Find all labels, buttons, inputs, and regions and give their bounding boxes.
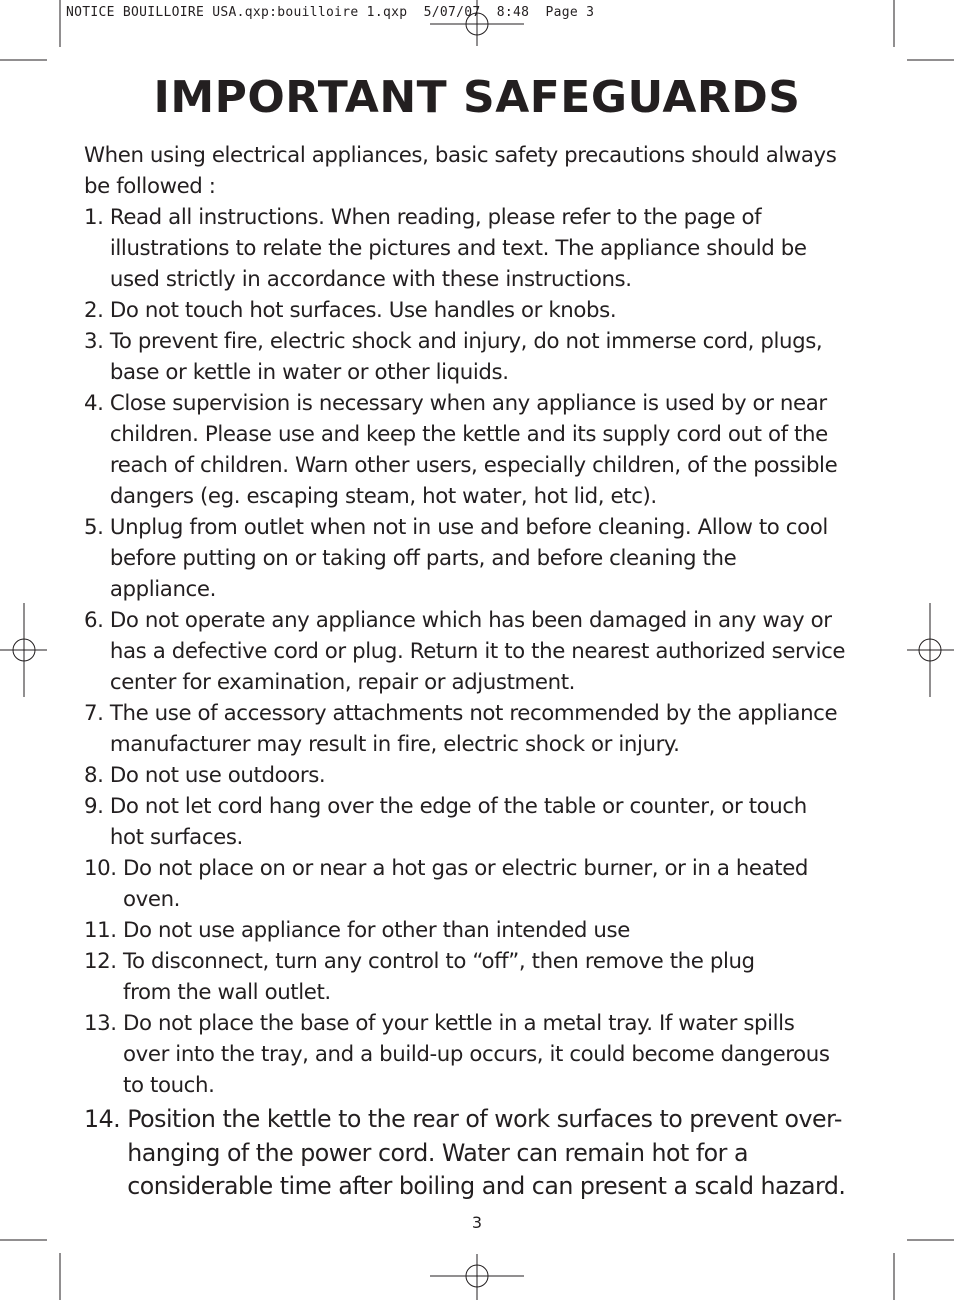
item-text: Close supervision is necessary when any appliance is used by or near children. Please use and keep the kettle and its supply cord out of the reach of children. Warn other users, especially children, of the possible dangers (eg. escaping steam, hot water, hot lid, etc). (109, 391, 838, 509)
list-item (84, 388, 884, 512)
list-item (84, 1103, 884, 1204)
item-text: Read all instructions. When reading, please refer to the page of illustrations to relate the pictures and text. The appliance should be used strictly in accordance with these instructions. (109, 205, 807, 292)
list-item (84, 202, 884, 295)
item-text: Do not use appliance for other than intended use (123, 918, 630, 943)
item-number: 9. (84, 794, 110, 819)
item-text: Unplug from outlet when not in use and before cleaning. Allow to cool before putting on or taking off parts, and before cleaning the appliance. (109, 515, 828, 602)
item-text: Do not use outdoors. (109, 763, 326, 788)
item-text: Position the kettle to the rear of work surfaces to prevent over- hanging of the power cord. Water can remain hot for a considerable time after boiling and can present a scald hazard. (127, 1105, 846, 1200)
list-item (84, 853, 884, 915)
item-number: 7. (84, 701, 110, 726)
item-text: To disconnect, turn any control to “off”, then remove the plug from the wall outlet. (123, 949, 755, 1005)
item-number: 3. (84, 329, 110, 354)
list-item (84, 915, 884, 946)
item-number: 5. (84, 515, 110, 540)
item-number: 12. (84, 949, 124, 974)
list-item (84, 295, 884, 326)
list-item (84, 1008, 884, 1101)
item-number: 13. (84, 1011, 124, 1036)
safeguards-list (84, 202, 884, 1204)
printer-slug-line: NOTICE BOUILLOIRE USA.qxp:bouilloire 1.qxp 5/07/07 8:48 Page 3 (66, 5, 595, 20)
item-number: 10. (84, 856, 124, 881)
item-number: 6. (84, 608, 110, 633)
item-number: 11. (84, 918, 124, 943)
list-item (84, 760, 884, 791)
item-text: The use of accessory attachments not recommended by the appliance manufacturer may result in fire, electric shock or injury. (109, 701, 838, 757)
item-number: 4. (84, 391, 110, 416)
list-item (84, 326, 884, 388)
page-title: IMPORTANT SAFEGUARDS (153, 72, 801, 123)
list-item (84, 512, 884, 605)
item-text: Do not let cord hang over the edge of the table or counter, or touch hot surfaces. (109, 794, 807, 850)
list-item (84, 605, 884, 698)
list-item (84, 791, 884, 853)
item-number: 2. (84, 298, 110, 323)
item-text: Do not touch hot surfaces. Use handles or knobs. (109, 298, 617, 323)
item-number: 8. (84, 763, 110, 788)
list-item (84, 698, 884, 760)
item-text: To prevent fire, electric shock and injury, do not immerse cord, plugs, base or kettle in water or other liquids. (109, 329, 823, 385)
page-number: 3 (471, 1213, 483, 1232)
item-text: Do not place the base of your kettle in a metal tray. If water spills over into the tray, and a build-up occurs, it could become dangerous to touch. (123, 1011, 830, 1098)
list-item (84, 946, 884, 1008)
item-number: 1. (84, 205, 110, 230)
item-text: Do not place on or near a hot gas or electric burner, or in a heated oven. (123, 856, 809, 912)
item-text: Do not operate any appliance which has been damaged in any way or has a defective cord or plug. Return it to the nearest authorized service center for examination, repair or adjustment. (109, 608, 846, 695)
intro-paragraph: When using electrical appliances, basic safety precautions should always be followed : (84, 143, 837, 199)
safeguards-body (84, 140, 884, 1204)
item-number: 14. (84, 1105, 128, 1133)
